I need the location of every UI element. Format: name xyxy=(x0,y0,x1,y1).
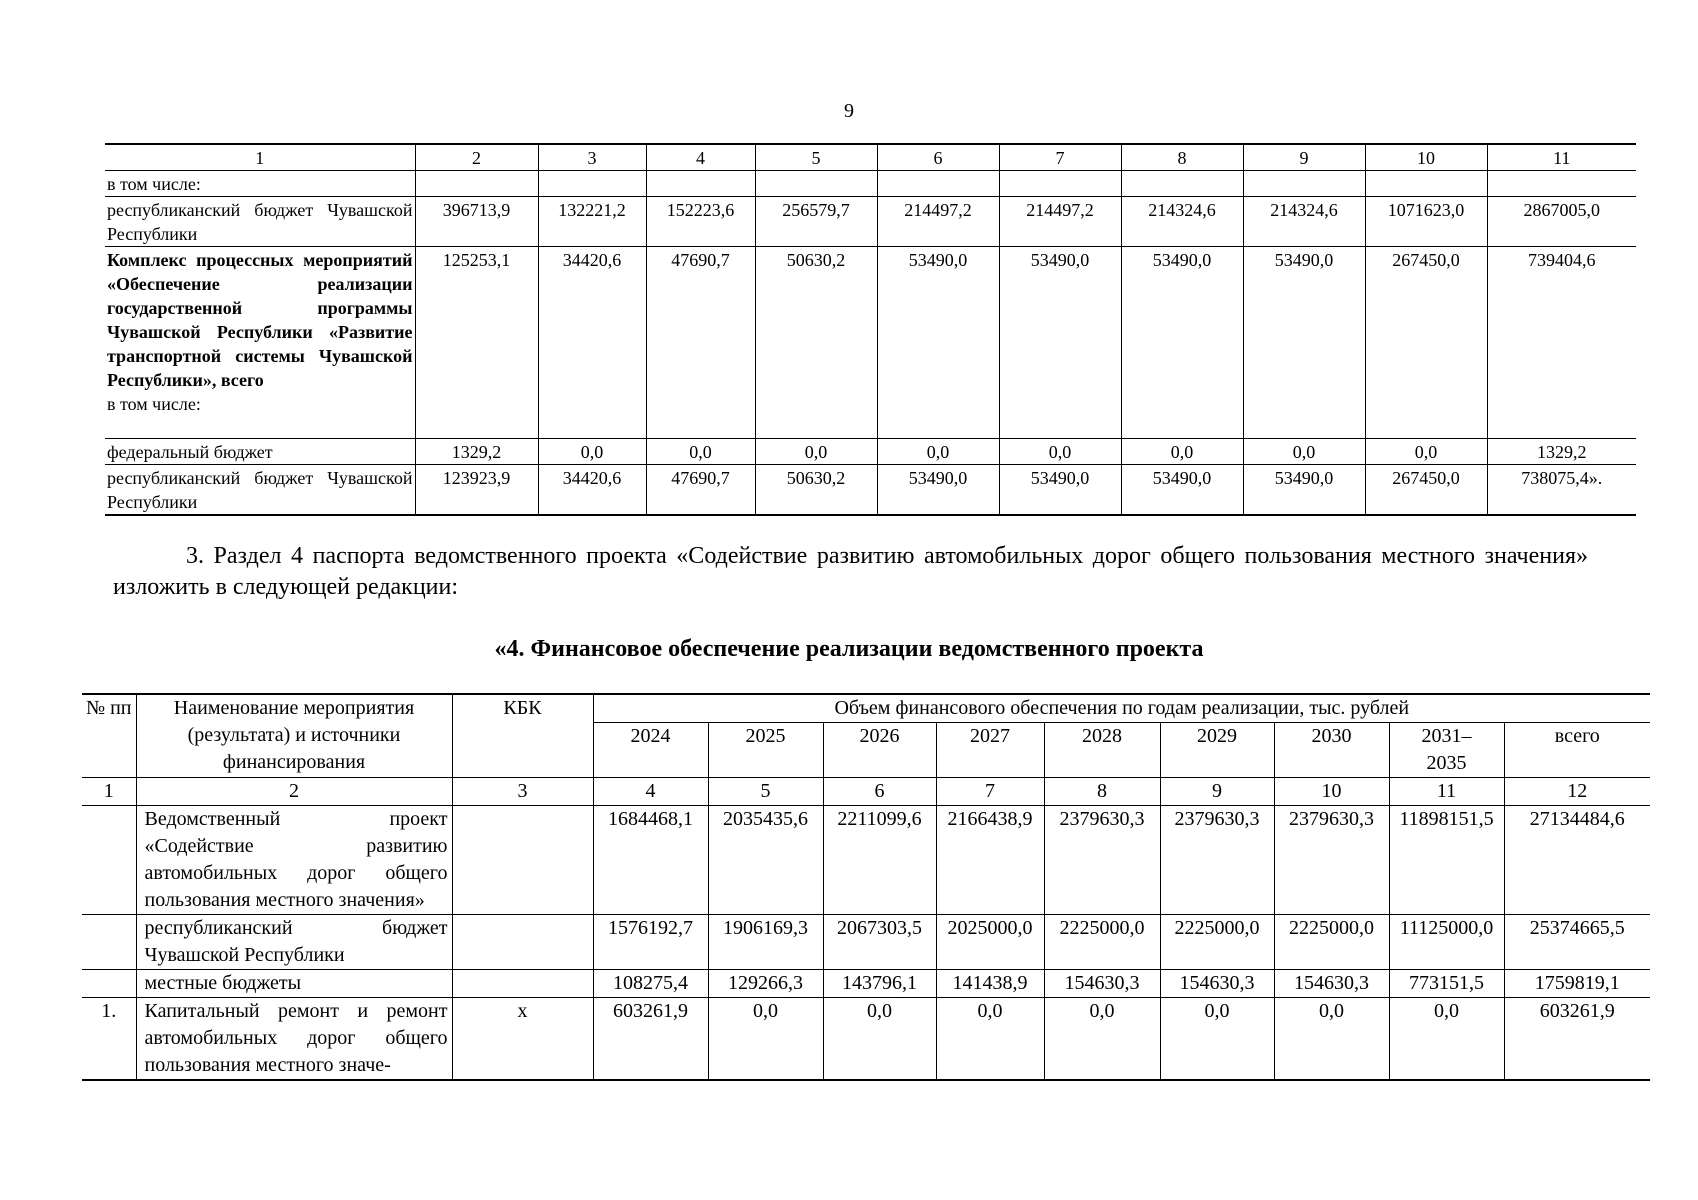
budget-table-continued xyxy=(105,143,1636,516)
table-row xyxy=(105,247,1636,439)
value-cell: 125253,1 xyxy=(415,247,538,439)
column-number: 5 xyxy=(708,778,823,806)
value-cell: 773151,5 xyxy=(1389,970,1504,998)
value-cell xyxy=(877,171,999,197)
header-volume: Объем финансового обеспечения по годам реализации, тыс. рублей xyxy=(593,694,1650,723)
table-row xyxy=(82,915,1650,970)
value-cell: 2025000,0 xyxy=(936,915,1044,970)
value-cell: 0,0 xyxy=(936,998,1044,1081)
value-cell: 214497,2 xyxy=(999,197,1121,247)
value-cell: 1906169,3 xyxy=(708,915,823,970)
value-cell: 47690,7 xyxy=(646,247,755,439)
row-label: в том числе: xyxy=(105,171,415,197)
value-cell: 1684468,1 xyxy=(593,806,708,915)
program-complex-label: Комплекс процессных мероприятий «Обеспечение реализации государственной программы Чувашской Республики «Развитие транспортной системы Чувашской Республики», всего xyxy=(107,250,413,390)
column-number: 4 xyxy=(593,778,708,806)
value-cell: 47690,7 xyxy=(646,465,755,516)
value-cell: 2379630,3 xyxy=(1274,806,1389,915)
value-cell: 141438,9 xyxy=(936,970,1044,998)
value-cell: 0,0 xyxy=(1274,998,1389,1081)
row-num xyxy=(82,915,136,970)
value-cell: 267450,0 xyxy=(1365,247,1487,439)
value-cell: 53490,0 xyxy=(877,465,999,516)
page-number: 9 xyxy=(844,100,854,122)
row-num xyxy=(82,806,136,915)
value-cell: 53490,0 xyxy=(999,247,1121,439)
value-cell xyxy=(646,171,755,197)
header-num: № пп xyxy=(82,694,136,778)
table1-header-cell: 6 xyxy=(877,144,999,171)
amendment-paragraph: 3. Раздел 4 паспорта ведомственного проекта «Содействие развитию автомобильных дорог общего пользования местного значения» изложить в следующей редакции: xyxy=(113,543,1588,600)
value-cell: 2379630,3 xyxy=(1160,806,1274,915)
table1-header-cell: 2 xyxy=(415,144,538,171)
value-cell: 738075,4». xyxy=(1487,465,1636,516)
column-number: 2 xyxy=(136,778,452,806)
column-number: 7 xyxy=(936,778,1044,806)
column-number: 11 xyxy=(1389,778,1504,806)
value-cell: 0,0 xyxy=(1389,998,1504,1081)
table1-header-cell: 9 xyxy=(1243,144,1365,171)
value-cell: 214324,6 xyxy=(1243,197,1365,247)
table1-header-cell: 8 xyxy=(1121,144,1243,171)
value-cell: 11125000,0 xyxy=(1389,915,1504,970)
value-cell: 53490,0 xyxy=(1243,465,1365,516)
value-cell: 50630,2 xyxy=(755,247,877,439)
value-cell: 53490,0 xyxy=(877,247,999,439)
value-cell: 0,0 xyxy=(755,439,877,465)
table2-header-row xyxy=(82,694,1650,723)
value-cell: 0,0 xyxy=(877,439,999,465)
value-cell: 2225000,0 xyxy=(1044,915,1160,970)
column-number: 8 xyxy=(1044,778,1160,806)
header-kbk: КБК xyxy=(452,694,593,778)
value-cell: 0,0 xyxy=(1121,439,1243,465)
value-cell: 214324,6 xyxy=(1121,197,1243,247)
value-cell: 2225000,0 xyxy=(1274,915,1389,970)
column-number: 10 xyxy=(1274,778,1389,806)
value-cell xyxy=(1121,171,1243,197)
header-year: 2025 xyxy=(708,723,823,778)
value-cell xyxy=(1243,171,1365,197)
value-cell: 2379630,3 xyxy=(1044,806,1160,915)
value-cell: 154630,3 xyxy=(1044,970,1160,998)
value-cell xyxy=(415,171,538,197)
value-cell: 0,0 xyxy=(823,998,936,1081)
value-cell: 0,0 xyxy=(1160,998,1274,1081)
table2-column-numbers-row xyxy=(82,778,1650,806)
column-number: 6 xyxy=(823,778,936,806)
value-cell: 123923,9 xyxy=(415,465,538,516)
table1-header-cell: 7 xyxy=(999,144,1121,171)
value-cell: 50630,2 xyxy=(755,465,877,516)
including-label: в том числе: xyxy=(107,394,201,414)
table-row xyxy=(105,171,1636,197)
header-year: 2030 xyxy=(1274,723,1389,778)
value-cell: 0,0 xyxy=(538,439,646,465)
value-cell: 603261,9 xyxy=(1504,998,1650,1081)
value-cell: 129266,3 xyxy=(708,970,823,998)
value-cell: 143796,1 xyxy=(823,970,936,998)
row-num: 1. xyxy=(82,998,136,1081)
value-cell: 214497,2 xyxy=(877,197,999,247)
value-cell: 1071623,0 xyxy=(1365,197,1487,247)
value-cell: 34420,6 xyxy=(538,247,646,439)
value-cell: 739404,6 xyxy=(1487,247,1636,439)
value-cell: 2166438,9 xyxy=(936,806,1044,915)
column-number: 9 xyxy=(1160,778,1274,806)
value-cell: 0,0 xyxy=(646,439,755,465)
value-cell: 1576192,7 xyxy=(593,915,708,970)
value-cell: 2211099,6 xyxy=(823,806,936,915)
table1-header-cell: 5 xyxy=(755,144,877,171)
column-number: 1 xyxy=(82,778,136,806)
value-cell: 603261,9 xyxy=(593,998,708,1081)
departmental-project-financing-table xyxy=(82,693,1650,1081)
value-cell: 256579,7 xyxy=(755,197,877,247)
column-number: 12 xyxy=(1504,778,1650,806)
row-kbk xyxy=(452,806,593,915)
value-cell xyxy=(1365,171,1487,197)
value-cell: 2067303,5 xyxy=(823,915,936,970)
table1-header-cell: 10 xyxy=(1365,144,1487,171)
value-cell: 154630,3 xyxy=(1274,970,1389,998)
column-number: 3 xyxy=(452,778,593,806)
row-label: федеральный бюджет xyxy=(105,439,415,465)
value-cell: 1759819,1 xyxy=(1504,970,1650,998)
table-row xyxy=(105,197,1636,247)
value-cell: 396713,9 xyxy=(415,197,538,247)
value-cell xyxy=(1487,171,1636,197)
value-cell: 2225000,0 xyxy=(1160,915,1274,970)
value-cell xyxy=(755,171,877,197)
row-name: республиканский бюджет Чувашской Республики xyxy=(136,915,452,970)
value-cell: 0,0 xyxy=(708,998,823,1081)
value-cell: 0,0 xyxy=(1243,439,1365,465)
value-cell: 154630,3 xyxy=(1160,970,1274,998)
value-cell: 53490,0 xyxy=(1121,247,1243,439)
table1-header-cell: 4 xyxy=(646,144,755,171)
row-kbk xyxy=(452,915,593,970)
value-cell: 53490,0 xyxy=(1243,247,1365,439)
value-cell: 0,0 xyxy=(1365,439,1487,465)
table-row xyxy=(105,439,1636,465)
row-name: местные бюджеты xyxy=(136,970,452,998)
section-heading: «4. Финансовое обеспечение реализации ведомственного проекта xyxy=(494,636,1204,662)
header-year: 2028 xyxy=(1044,723,1160,778)
value-cell: 1329,2 xyxy=(1487,439,1636,465)
value-cell: 2035435,6 xyxy=(708,806,823,915)
header-year: 2031–2035 xyxy=(1389,723,1504,778)
value-cell: 34420,6 xyxy=(538,465,646,516)
row-num xyxy=(82,970,136,998)
value-cell: 0,0 xyxy=(999,439,1121,465)
header-year: 2029 xyxy=(1160,723,1274,778)
value-cell: 132221,2 xyxy=(538,197,646,247)
table-row xyxy=(82,970,1650,998)
table1-header-cell: 11 xyxy=(1487,144,1636,171)
header-year: 2027 xyxy=(936,723,1044,778)
table1-header-cell: 3 xyxy=(538,144,646,171)
row-name: Ведомственный проект «Содействие развитию автомобильных дорог общего пользования местного значения» xyxy=(136,806,452,915)
row-kbk xyxy=(452,970,593,998)
table1-header-row xyxy=(105,144,1636,171)
table-row xyxy=(105,465,1636,516)
table-row xyxy=(82,806,1650,915)
value-cell: 53490,0 xyxy=(999,465,1121,516)
value-cell: 108275,4 xyxy=(593,970,708,998)
value-cell: 0,0 xyxy=(1044,998,1160,1081)
row-label: республиканский бюджет Чувашской Республики xyxy=(105,465,415,516)
header-year: 2024 xyxy=(593,723,708,778)
header-name: Наименование мероприятия (результата) и источники финансирования xyxy=(136,694,452,778)
row-kbk: х xyxy=(452,998,593,1081)
row-name: Капитальный ремонт и ремонт автомобильных дорог общего пользования местного значе- xyxy=(136,998,452,1081)
table-row xyxy=(82,998,1650,1081)
value-cell: 27134484,6 xyxy=(1504,806,1650,915)
table1-header-cell: 1 xyxy=(105,144,415,171)
value-cell: 53490,0 xyxy=(1121,465,1243,516)
header-year: 2026 xyxy=(823,723,936,778)
header-total: всего xyxy=(1504,723,1650,778)
value-cell xyxy=(538,171,646,197)
value-cell: 152223,6 xyxy=(646,197,755,247)
value-cell: 267450,0 xyxy=(1365,465,1487,516)
row-label xyxy=(105,247,415,439)
value-cell: 25374665,5 xyxy=(1504,915,1650,970)
value-cell: 1329,2 xyxy=(415,439,538,465)
value-cell: 2867005,0 xyxy=(1487,197,1636,247)
value-cell: 11898151,5 xyxy=(1389,806,1504,915)
value-cell xyxy=(999,171,1121,197)
row-label: республиканский бюджет Чувашской Республики xyxy=(105,197,415,247)
